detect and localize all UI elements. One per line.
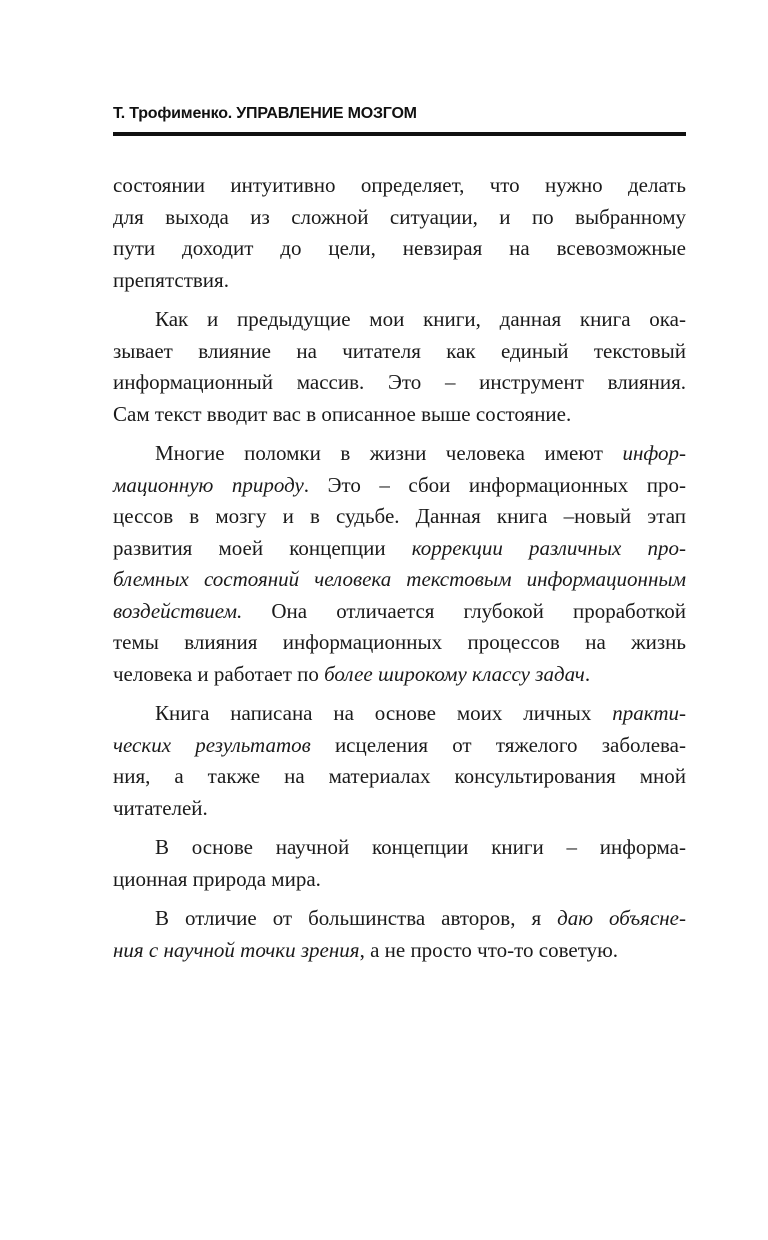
text-line xyxy=(113,170,686,202)
text-segment: В основе научной концепции книги – информа- xyxy=(155,835,686,859)
text-line xyxy=(113,470,686,502)
text-segment: для выхода из сложной ситуации, и по выбранному xyxy=(113,204,686,229)
text-segment: исцеления от тяжелого заболева- xyxy=(310,732,686,757)
text-segment: состоянии интуитивно определяет, что нужно делать xyxy=(113,173,686,197)
paragraph xyxy=(113,698,686,824)
text-line xyxy=(113,935,686,967)
text-segment: зывает влияние на читателя как единый текстовый xyxy=(113,338,686,363)
text-segment: . xyxy=(584,661,591,686)
text-line xyxy=(113,730,686,762)
paragraph-gap xyxy=(113,296,686,304)
text-line xyxy=(113,399,686,431)
text-line xyxy=(113,864,686,896)
text-line xyxy=(113,336,686,368)
text-line xyxy=(113,233,686,265)
text-line xyxy=(113,501,686,533)
text-segment: Она отличается глубокой проработкой xyxy=(242,598,686,623)
italic-text: более широкому классу задач xyxy=(324,661,585,686)
text-line xyxy=(113,202,686,234)
text-line xyxy=(113,698,686,730)
paragraph xyxy=(113,170,686,296)
text-line xyxy=(113,596,686,628)
text-line xyxy=(113,627,686,659)
running-head xyxy=(113,102,686,136)
running-head-author: Т. Трофименко. xyxy=(113,105,233,122)
text-line xyxy=(113,903,686,935)
text-line xyxy=(113,304,686,336)
text-line xyxy=(113,533,686,565)
italic-text: блемных состояний человека текстовым информационным xyxy=(113,567,686,591)
text-segment: . Это – сбои информационных про- xyxy=(303,472,686,497)
text-line xyxy=(113,438,686,470)
text-segment: пути доходит до цели, невзирая на всевозможные xyxy=(113,236,686,260)
text-segment: информационный массив. Это – инструмент влияния. xyxy=(113,370,686,394)
text-segment: , а не просто что-то советую. xyxy=(359,937,619,962)
paragraph-gap xyxy=(113,824,686,832)
body-text xyxy=(113,170,686,966)
text-segment: темы влияния информационных процессов на жизнь xyxy=(113,630,686,654)
text-segment: ния, а также на материалах консультирования мной xyxy=(113,764,686,788)
text-segment: В отличие от большинства авторов, я xyxy=(155,906,558,930)
text-line xyxy=(113,659,686,691)
text-line xyxy=(113,793,686,825)
italic-text: коррекции различных про- xyxy=(411,535,686,560)
text-line xyxy=(113,367,686,399)
text-line xyxy=(113,564,686,596)
italic-text: практи- xyxy=(612,701,686,725)
running-head-text xyxy=(113,105,417,123)
italic-text: мационную природу xyxy=(113,472,304,497)
paragraph xyxy=(113,903,686,966)
paragraph-gap xyxy=(113,690,686,698)
paragraph xyxy=(113,438,686,690)
running-head-title: УПРАВЛЕНИЕ МОЗГОМ xyxy=(236,105,417,122)
paragraph xyxy=(113,304,686,430)
text-segment: ционная природа мира. xyxy=(113,866,321,891)
italic-text: воздействием. xyxy=(113,598,243,623)
text-line xyxy=(113,761,686,793)
text-segment: Сам текст вводит вас в описанное выше состояние. xyxy=(113,401,572,426)
paragraph-gap xyxy=(113,430,686,438)
text-line xyxy=(113,265,686,297)
paragraph-gap xyxy=(113,895,686,903)
text-segment: Многие поломки в жизни человека имеют xyxy=(155,441,623,465)
text-segment: Как и предыдущие мои книги, данная книга ока- xyxy=(155,307,686,331)
text-segment: читателей. xyxy=(113,795,208,820)
paragraph xyxy=(113,832,686,895)
text-line xyxy=(113,832,686,864)
text-segment: Книга написана на основе моих личных xyxy=(155,701,613,725)
text-segment: человека и работает по xyxy=(113,661,325,686)
text-segment: развития моей концепции xyxy=(113,535,412,560)
text-segment: препятствия. xyxy=(113,267,229,292)
italic-text: даю объясне- xyxy=(557,906,686,930)
italic-text: ческих результатов xyxy=(113,732,311,757)
text-segment: цессов в мозгу и в судьбе. Данная книга –новый этап xyxy=(113,504,686,528)
italic-text: инфор- xyxy=(622,441,686,465)
italic-text: ния с научной точки зрения xyxy=(113,937,360,962)
